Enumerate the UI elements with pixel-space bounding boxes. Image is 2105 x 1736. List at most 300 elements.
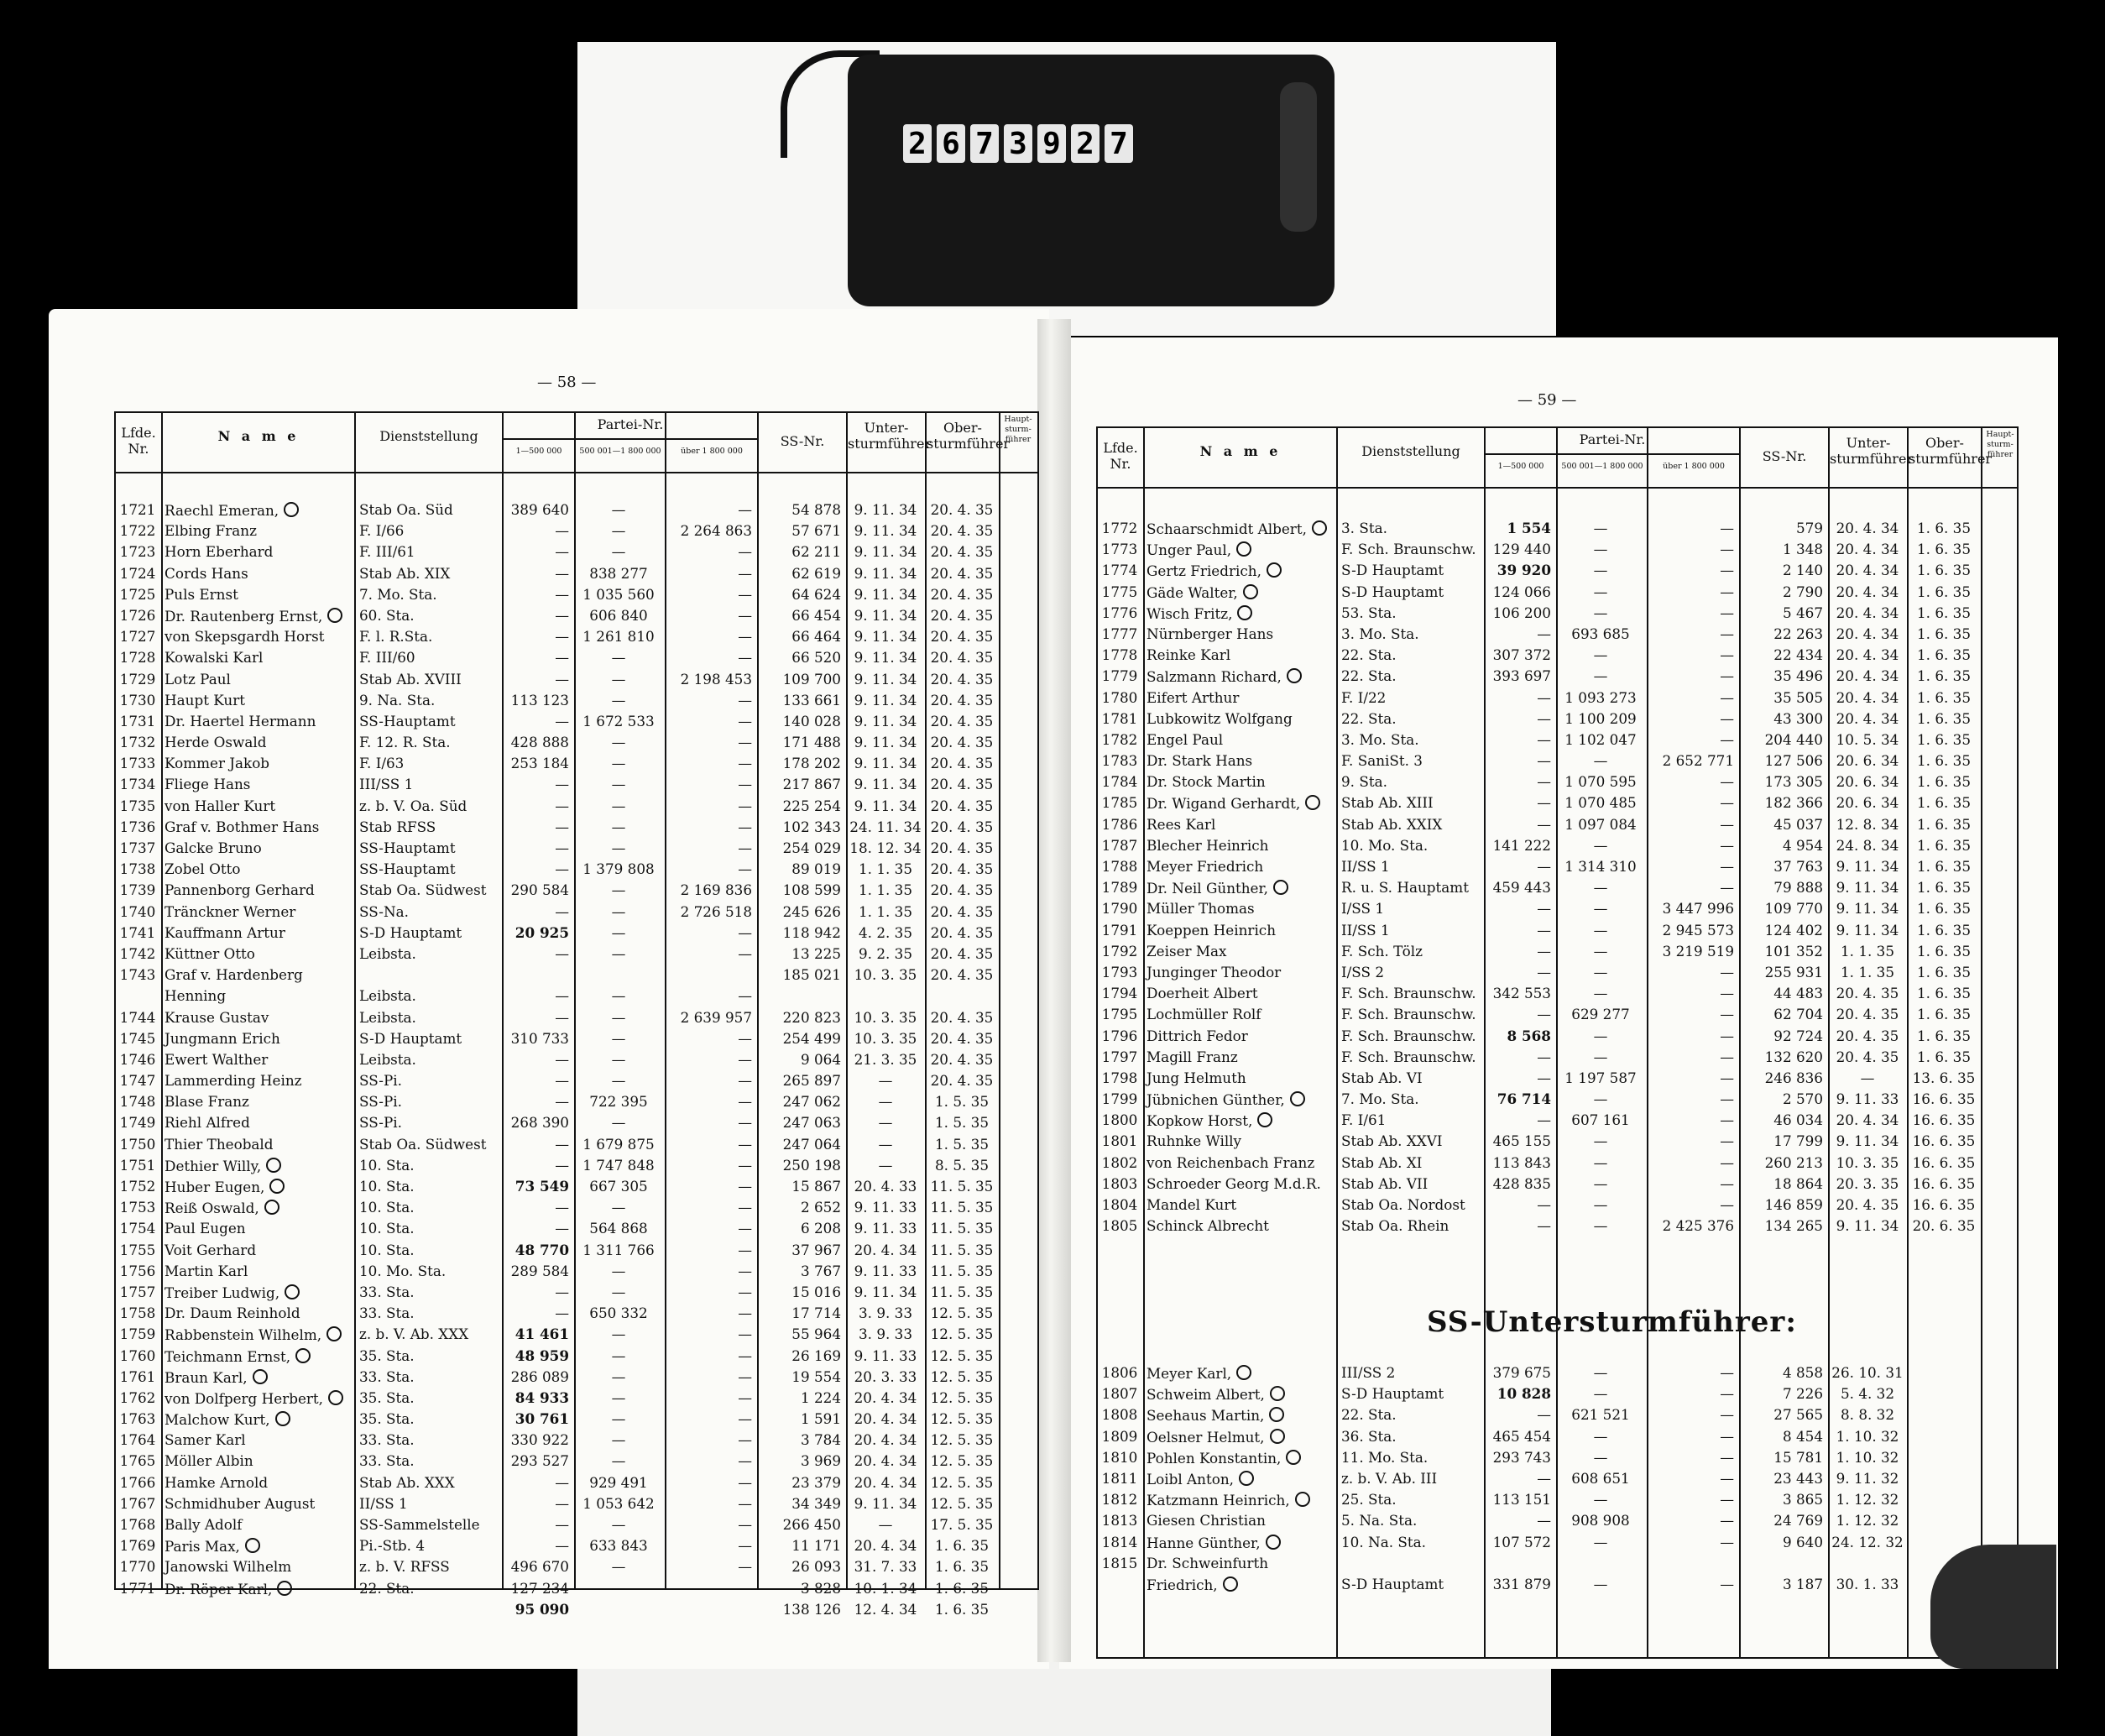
cell-nr [118, 650, 158, 666]
cell-name [1147, 944, 1333, 960]
cell-p2-text: — [1593, 583, 1608, 600]
cell-unter [849, 1221, 922, 1237]
cell-p3 [1650, 774, 1734, 790]
cell-p2 [1559, 1429, 1642, 1445]
cell-dienst-text: I/SS 2 [1341, 963, 1384, 980]
cell-ss-text: 124 402 [1764, 921, 1823, 939]
cell-ss-text: 109 700 [782, 670, 841, 688]
cell-p3-text: — [738, 1367, 752, 1385]
cell-name-text: Jübnichen Günther, [1147, 1091, 1285, 1109]
cell-nr-text: 1757 [119, 1283, 156, 1300]
cell-nr [1100, 1513, 1140, 1529]
cell-p3-text: — [738, 606, 752, 624]
cell-ss-text: 133 661 [782, 691, 841, 709]
cell-unter-text: 20. 4. 34 [1836, 604, 1899, 621]
cell-p1-text: — [555, 1050, 569, 1068]
cell-unter-text: 1. 1. 35 [858, 860, 913, 878]
cell-name [165, 840, 351, 856]
cell-ss-text: 62 211 [791, 543, 841, 561]
cell-p3 [668, 1305, 752, 1321]
cell-p3-text: 2 198 453 [680, 670, 752, 688]
cell-dienst [1341, 774, 1481, 790]
cell-p1 [505, 1158, 569, 1174]
cell-p3 [668, 1432, 752, 1448]
cell-ober [1910, 541, 1977, 557]
cell-nr-text: 1804 [1101, 1196, 1138, 1213]
cell-p1 [1487, 774, 1551, 790]
cell-dienst-text: Stab Oa. Südwest [359, 881, 487, 899]
cell-p3 [668, 1031, 752, 1047]
cell-nr [118, 1158, 158, 1174]
cell-p1 [1487, 1007, 1551, 1022]
cell-ober [928, 1284, 995, 1300]
cell-p1 [1487, 923, 1551, 939]
table-row [116, 1219, 1037, 1240]
roster-table-left [114, 411, 1039, 1618]
cell-dienst [1341, 1471, 1481, 1487]
cell-nr-text: 1748 [119, 1093, 156, 1111]
cell-unter-text: 9. 11. 34 [854, 522, 917, 540]
cell-unter [849, 544, 922, 560]
cell-nr [118, 1305, 158, 1321]
cell-p2 [1559, 923, 1642, 939]
cell-dienst [359, 1348, 499, 1364]
table-row [116, 1515, 1037, 1536]
cell-unter [849, 861, 922, 877]
cell-name [165, 1326, 351, 1343]
cell-unter-text: 9. 11. 34 [854, 1494, 917, 1512]
cell-name-text: Friedrich, [1147, 1576, 1218, 1593]
cell-ober-text: 1. 6. 35 [934, 1600, 990, 1618]
cell-nr-text: 1744 [119, 1008, 156, 1026]
table-row [1098, 688, 2017, 709]
table-row [1098, 561, 2017, 582]
cell-ss-text: 57 671 [791, 522, 841, 540]
cell-dienst [359, 1432, 499, 1448]
cell-nr-text: 1749 [119, 1114, 156, 1132]
ring-symbol-icon [327, 608, 342, 623]
cell-nr-text: 1745 [119, 1029, 156, 1047]
cell-ober-text: 1. 6. 35 [1916, 879, 1972, 897]
cell-name-text: Dr. Neil Günther, [1147, 880, 1268, 897]
cell-unter [849, 1369, 922, 1385]
cell-p1 [505, 756, 569, 771]
cell-ss [1742, 986, 1823, 1001]
cell-p2-text: 722 395 [589, 1093, 648, 1111]
cell-unter [849, 629, 922, 645]
cell-p2-text: — [1593, 667, 1608, 685]
cell-p3-text: — [1720, 985, 1734, 1002]
header-obersturmfuehrer: Ober- sturmführer [1909, 435, 1993, 467]
cell-nr [118, 1115, 158, 1131]
cell-ober [1910, 1133, 1977, 1149]
cell-ss-text: 127 506 [1764, 752, 1823, 770]
cell-name-text: Oelsner Helmut, [1147, 1428, 1265, 1446]
table-row [1098, 942, 2017, 963]
cell-ss [1742, 795, 1823, 811]
cell-nr-text: 1737 [119, 839, 156, 856]
header-partei-1: 1—500 000 [1497, 462, 1544, 471]
cell-p1-text: — [1537, 1217, 1551, 1235]
cell-ss [760, 882, 841, 898]
cell-p1-text: 330 922 [510, 1431, 569, 1449]
cell-p3 [668, 1390, 752, 1406]
cell-ober [928, 544, 995, 560]
cell-ober-text: 1. 6. 35 [1916, 836, 1972, 854]
cell-p3-text: — [1720, 879, 1734, 897]
cell-nr [1100, 626, 1140, 642]
cell-unter-text: 1. 10. 32 [1836, 1448, 1899, 1466]
table-row [1098, 1554, 2017, 1575]
cell-ober-text: 20. 6. 35 [1912, 1217, 1976, 1235]
cell-ober [1910, 1155, 1977, 1171]
cell-ss [1742, 1091, 1823, 1107]
cell-ss-text: 2 570 [1782, 1090, 1823, 1108]
counter-digit: 3 [1004, 124, 1032, 163]
cell-name [165, 988, 351, 1004]
cell-p2-text: — [1593, 1174, 1608, 1192]
cell-nr [118, 1411, 158, 1427]
cell-p2-text: — [1593, 646, 1608, 664]
cell-nr [118, 1052, 158, 1068]
cell-ss-text: 1 224 [800, 1388, 841, 1406]
cell-name [165, 925, 351, 941]
cell-nr [118, 1263, 158, 1279]
cell-p1-text: — [1537, 1048, 1551, 1065]
cell-ober [928, 1453, 995, 1469]
cell-unter-text: 9. 11. 34 [854, 797, 917, 814]
table-row [116, 627, 1037, 648]
cell-p3-text: — [738, 712, 752, 729]
cell-ober [1910, 605, 1977, 621]
cell-p2-text: 693 685 [1571, 625, 1630, 642]
cell-p2 [577, 798, 660, 814]
cell-nr [118, 502, 158, 518]
cell-name [165, 819, 351, 835]
partei-subheader-divider [1647, 453, 1648, 487]
cell-dienst [359, 1559, 499, 1575]
cell-ober [928, 672, 995, 688]
cell-p2 [1559, 795, 1642, 811]
cell-p3 [668, 693, 752, 709]
cell-p3 [668, 1559, 752, 1575]
cell-name-text: Galcke Bruno [165, 839, 262, 856]
cell-unter-text: 9. 11. 34 [854, 691, 917, 709]
cell-p3 [1650, 1407, 1734, 1423]
cell-ss-text: 102 343 [782, 818, 841, 835]
cell-name [1147, 1429, 1333, 1446]
cell-ss [760, 693, 841, 709]
cell-name [165, 1475, 351, 1491]
cell-name-text: Hamke Arnold [165, 1473, 269, 1491]
table-row [116, 1557, 1037, 1578]
cell-name [165, 1158, 351, 1174]
cell-dienst [359, 672, 499, 688]
cell-p1 [505, 946, 569, 962]
cell-nr-text: 1733 [119, 755, 156, 772]
cell-nr-text: 1785 [1101, 794, 1138, 812]
cell-unter-text: — [878, 1114, 893, 1132]
cell-p1 [1487, 1133, 1551, 1149]
cell-name-text: Katzmann Heinrich, [1147, 1492, 1290, 1509]
table-row [116, 1388, 1037, 1409]
cell-dienst [359, 735, 499, 750]
cell-unter [1831, 1450, 1904, 1466]
table-row [1098, 625, 2017, 646]
cell-ober-text: 1. 6. 35 [1916, 1006, 1972, 1023]
cell-ss [760, 1326, 841, 1342]
cell-ober-text: 20. 4. 35 [930, 755, 994, 772]
cell-name [165, 1137, 351, 1153]
cell-dienst-text: F. Sch. Braunschw. [1341, 1006, 1476, 1023]
cell-name-text: Samer Karl [165, 1431, 246, 1449]
cell-name-text: Gertz Friedrich, [1147, 562, 1261, 580]
cell-ober-text: 12. 5. 35 [930, 1431, 994, 1449]
cell-nr-text: 1783 [1101, 752, 1138, 770]
cell-p2 [577, 946, 660, 962]
cell-ss [760, 925, 841, 941]
cell-ss-text: 62 704 [1773, 1006, 1823, 1023]
cell-ss-text: 89 019 [791, 860, 841, 878]
cell-p2 [577, 1348, 660, 1364]
cell-name [1147, 859, 1333, 875]
cell-ober [1910, 838, 1977, 854]
header-ss-nr: SS-Nr. [1762, 448, 1807, 464]
cell-dienst-text: Stab Ab. XI [1341, 1153, 1423, 1171]
cell-p2 [1559, 647, 1642, 663]
cell-nr [1100, 732, 1140, 748]
cell-unter-text: 9. 11. 33 [854, 1262, 917, 1279]
cell-nr-text: 1735 [119, 797, 156, 814]
header-partei-nr: Partei-Nr. [597, 416, 664, 432]
cell-ss-text: 171 488 [782, 734, 841, 751]
cell-nr-text: 1725 [119, 585, 156, 603]
cell-ss-text: 23 379 [791, 1473, 841, 1491]
cell-ss [1742, 1471, 1823, 1487]
cell-ss-text: 13 225 [791, 944, 841, 962]
cell-ober [1910, 923, 1977, 939]
cell-nr-text: 1751 [119, 1156, 156, 1174]
cell-dienst [359, 946, 499, 962]
cell-nr-text: 1729 [119, 670, 156, 688]
cell-unter [1831, 1471, 1904, 1487]
cell-dienst-text: 22. Sta. [359, 1579, 415, 1597]
cell-p3-text: — [738, 649, 752, 667]
cell-unter-text: 20. 4. 35 [1836, 1006, 1899, 1023]
cell-name [1147, 923, 1333, 939]
table-row [1098, 604, 2017, 625]
table-row [116, 1430, 1037, 1451]
cell-dienst [1341, 923, 1481, 939]
cell-unter-text: 20. 3. 33 [854, 1367, 917, 1385]
cell-name [165, 1581, 351, 1597]
cell-name-text: Eifert Arthur [1147, 688, 1240, 706]
cell-dienst [1341, 1007, 1481, 1022]
cell-ss [1742, 605, 1823, 621]
cell-p3-text: — [1720, 794, 1734, 812]
cell-dienst-text: Stab Oa. Südwest [359, 1135, 487, 1153]
cell-p3 [668, 1200, 752, 1216]
table-row [116, 1346, 1037, 1367]
ring-symbol-icon [1257, 1112, 1272, 1127]
table-row [116, 1198, 1037, 1219]
cell-ober-text: 12. 5. 35 [930, 1452, 994, 1470]
table-row [116, 1283, 1037, 1304]
cell-name-text: Pohlen Konstantin, [1147, 1449, 1282, 1467]
cell-p3 [1650, 1577, 1734, 1592]
cell-name-text: Herde Oswald [165, 734, 267, 751]
cell-ss-text: 254 499 [782, 1029, 841, 1047]
cell-unter [849, 1242, 922, 1258]
cell-p2 [577, 1581, 660, 1597]
cell-p3 [668, 1538, 752, 1554]
cell-nr-text: 1767 [119, 1494, 156, 1512]
cell-dienst-text: F. Sch. Braunschw. [1341, 1027, 1476, 1044]
cell-dienst [359, 608, 499, 624]
cell-dienst-text: 3. Mo. Sta. [1341, 730, 1419, 748]
cell-ss-text: 2 790 [1782, 583, 1823, 600]
cell-p2-text: 633 843 [589, 1537, 648, 1555]
table-row [1098, 1069, 2017, 1090]
cell-unter-text: 20. 4. 34 [1836, 520, 1899, 536]
cell-p1-text: 428 835 [1492, 1174, 1551, 1192]
cell-nr [118, 1031, 158, 1047]
cell-ober-text: 20. 4. 35 [930, 628, 994, 646]
cell-nr [1100, 1386, 1140, 1402]
cell-p1-text: — [555, 1008, 569, 1026]
cell-dienst [1341, 1049, 1481, 1065]
cell-ss [760, 566, 841, 582]
cell-dienst-text: Leibsta. [359, 1008, 416, 1026]
cell-p2-text: — [611, 839, 626, 856]
table-row [116, 1409, 1037, 1430]
cell-p2-text: — [1593, 985, 1608, 1002]
cell-ss-text: 247 063 [782, 1114, 841, 1132]
cell-nr-text: 1756 [119, 1262, 156, 1279]
cell-name [165, 1094, 351, 1110]
cell-name-text: Krause Gustav [165, 1008, 269, 1026]
ring-symbol-icon [295, 1348, 311, 1363]
cell-p2 [577, 587, 660, 603]
cell-ober-text: 20. 4. 35 [930, 691, 994, 709]
cell-dienst [1341, 1365, 1481, 1381]
cell-unter-text: 31. 7. 33 [854, 1558, 917, 1576]
cell-p2-text: — [1593, 921, 1608, 939]
cell-name-text: Dr. Haertel Hermann [165, 712, 316, 729]
cell-ober [928, 1115, 995, 1131]
cell-ober [928, 1517, 995, 1533]
cell-dienst [359, 629, 499, 645]
cell-ss [1742, 1577, 1823, 1592]
counter-digit: 2 [1071, 124, 1100, 163]
cell-ober [1910, 1112, 1977, 1128]
cell-name [165, 1284, 351, 1301]
cell-nr-text: 1810 [1101, 1448, 1138, 1466]
cell-ober-text: 11. 5. 35 [930, 1283, 994, 1300]
cell-p1 [505, 1538, 569, 1554]
cell-ober-text: 20. 4. 35 [930, 1072, 994, 1090]
ring-symbol-icon [1223, 1577, 1238, 1592]
cell-p3-text: — [1720, 1364, 1734, 1381]
cell-ober-text: 1. 6. 35 [1916, 1048, 1972, 1065]
cell-p2 [1559, 1197, 1642, 1213]
cell-ss-text: 225 254 [782, 797, 841, 814]
cell-ss [1742, 817, 1823, 833]
cell-name-text: Henning [165, 987, 227, 1005]
cell-p1-text: 389 640 [510, 501, 569, 518]
cell-dienst-text: 5. Na. Sta. [1341, 1512, 1418, 1529]
table-row [116, 606, 1037, 627]
cell-ober [1910, 1070, 1977, 1086]
cell-unter-text: 10. 3. 35 [1836, 1153, 1899, 1171]
cell-ober-text: 20. 4. 35 [930, 1029, 994, 1047]
cell-p2 [1559, 626, 1642, 642]
cell-p3 [668, 1242, 752, 1258]
cell-nr-text: 1736 [119, 818, 156, 835]
cell-ss-text: 247 064 [782, 1135, 841, 1153]
cell-ober-text: 16. 6. 35 [1912, 1111, 1976, 1129]
cell-nr-text: 1781 [1101, 709, 1138, 727]
ring-symbol-icon [328, 1390, 343, 1405]
table-row [1098, 1427, 2017, 1448]
cell-p2-text: — [1593, 1427, 1608, 1445]
cell-ober [928, 1179, 995, 1195]
cell-p3-text: — [738, 1452, 752, 1470]
table-row [1098, 646, 2017, 667]
cell-ss-text: 3 865 [1782, 1491, 1823, 1509]
cell-p3 [1650, 520, 1734, 536]
cell-ober [1910, 711, 1977, 727]
cell-dienst-text: F. III/61 [359, 543, 415, 561]
cell-ss-text: 15 016 [791, 1283, 841, 1300]
cell-p2-text: — [1593, 836, 1608, 854]
cell-p2-text: 650 332 [589, 1305, 648, 1322]
ring-symbol-icon [1236, 1365, 1251, 1380]
cell-p3-text: — [1720, 1427, 1734, 1445]
cell-p3-text: — [738, 1537, 752, 1555]
cell-ss [760, 544, 841, 560]
cell-p3 [1650, 1028, 1734, 1044]
cell-p2-text: — [611, 987, 626, 1005]
cell-ober-text: 1. 6. 35 [1916, 730, 1972, 748]
cell-unter-text: 9. 11. 34 [854, 628, 917, 646]
cell-p3 [668, 650, 752, 666]
cell-name-text: Paul Eugen [165, 1220, 246, 1237]
cell-p2 [577, 650, 660, 666]
table-row [1098, 1132, 2017, 1153]
cell-p3-text: — [738, 1135, 752, 1153]
cell-nr-text: 1765 [119, 1452, 156, 1470]
cell-p1-text: — [1537, 900, 1551, 918]
cell-ss-text: 2 140 [1782, 562, 1823, 579]
cell-ss-text: 118 942 [782, 923, 841, 941]
cell-nr-text: 1809 [1101, 1427, 1138, 1445]
cell-dienst [359, 502, 499, 518]
cell-p2-text: — [611, 797, 626, 814]
cell-nr [1100, 605, 1140, 621]
table-row [116, 1135, 1037, 1156]
header-lfd-nr: Lfde. Nr. [121, 425, 156, 457]
cell-dienst [1341, 1028, 1481, 1044]
cell-nr-text: 1742 [119, 944, 156, 962]
cell-nr [1100, 711, 1140, 727]
cell-ss-text: 26 169 [791, 1346, 841, 1364]
table-row [1098, 1048, 2017, 1069]
cell-name [165, 1179, 351, 1195]
cell-p1 [1487, 1112, 1551, 1128]
cell-ss [760, 1496, 841, 1512]
cell-ss [1742, 1028, 1823, 1044]
